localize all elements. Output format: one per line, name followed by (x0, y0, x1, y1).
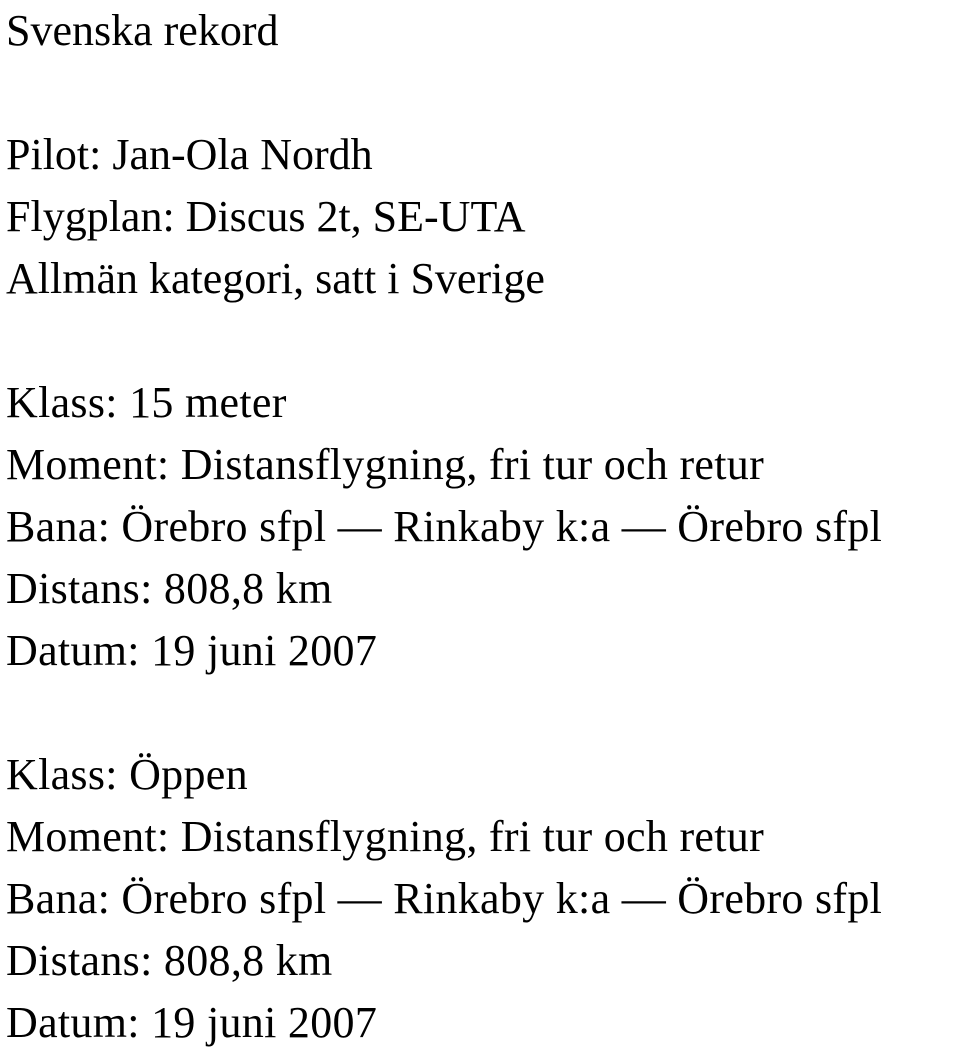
record-section-2 (6, 744, 956, 1054)
record-date: Datum: 19 juni 2007 (6, 626, 378, 675)
record-distance: Distans: 808,8 km (6, 936, 333, 985)
record-route: Bana: Örebro sfpl — Rinkaby k:a — Örebro sfpl (6, 874, 883, 923)
document-page (6, 0, 956, 1054)
record-section-1 (6, 372, 956, 682)
category-line: Allmän kategori, satt i Sverige (6, 254, 545, 303)
record-route: Bana: Örebro sfpl — Rinkaby k:a — Örebro sfpl (6, 502, 883, 551)
record-distance: Distans: 808,8 km (6, 564, 333, 613)
record-class: Klass: 15 meter (6, 378, 287, 427)
spacer (6, 682, 956, 744)
record-moment: Moment: Distansflygning, fri tur och retur (6, 440, 765, 489)
record-class: Klass: Öppen (6, 750, 248, 799)
record-date: Datum: 19 juni 2007 (6, 998, 378, 1047)
aircraft-line: Flygplan: Discus 2t, SE-UTA (6, 192, 526, 241)
record-moment: Moment: Distansflygning, fri tur och retur (6, 812, 765, 861)
document-title: Svenska rekord (6, 6, 279, 55)
pilot-line: Pilot: Jan-Ola Nordh (6, 130, 373, 179)
pilot-info-section (6, 124, 956, 310)
spacer (6, 62, 956, 124)
spacer (6, 310, 956, 372)
